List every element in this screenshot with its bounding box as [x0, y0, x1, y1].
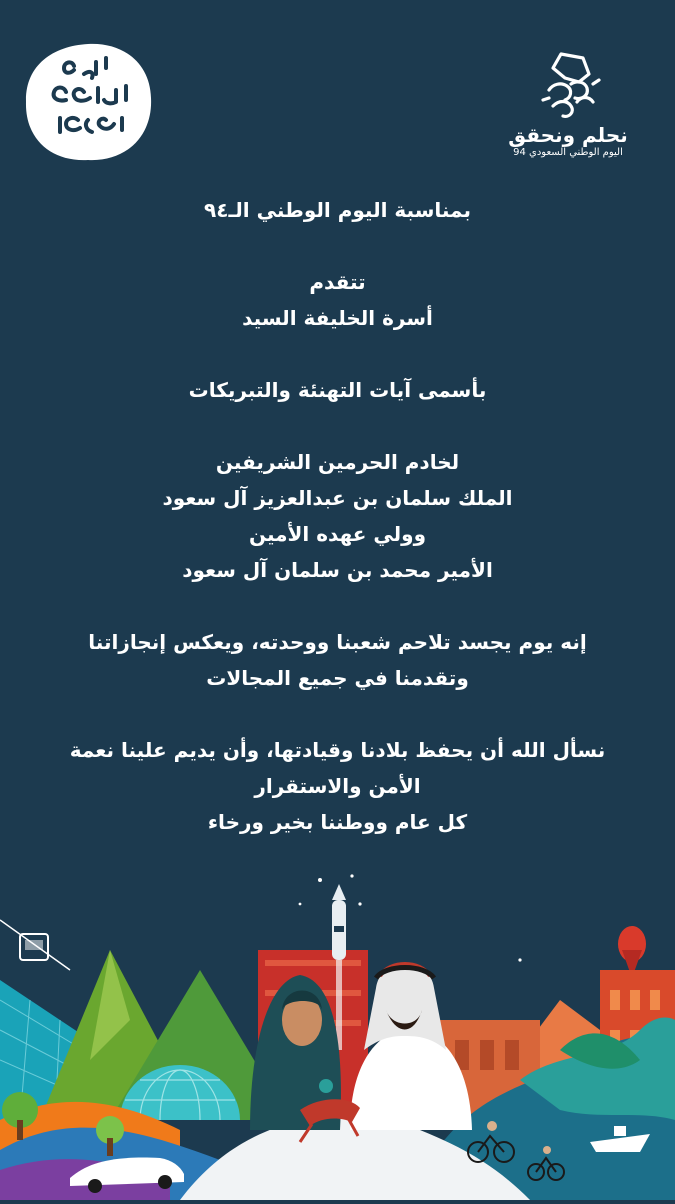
national-day-calligraphy-mark [523, 44, 613, 124]
closing-line: كل عام ووطننا بخير ورخاء [207, 810, 468, 834]
national-day-illustration [0, 860, 675, 1200]
prayer-line-2: الأمن والاستقرار [254, 774, 421, 798]
national-day-subtitle: اليوم الوطني السعودي 94 [513, 147, 623, 158]
unity-line-1: إنه يوم يجسد تلاحم شعبنا ووحدته، ويعكس إنجازاتنا [88, 630, 587, 654]
landmarks-scene-illustration [0, 860, 675, 1200]
crown-prince-name-line: الأمير محمد بن سلمان آل سعود [182, 558, 493, 582]
crown-prince-title-line: وولي عهده الأمين [248, 522, 427, 546]
family-name-line: أسرة الخليفة السيد [242, 306, 433, 330]
presents-line: تتقدم [309, 270, 366, 294]
cable-car-icon [0, 920, 70, 970]
greeting-message [0, 192, 675, 840]
occasion-line: بمناسبة اليوم الوطني الـ٩٤ [204, 198, 471, 222]
prayer-line-1: نسأل الله أن يحفظ بلادنا وقيادتها، وأن يديم علينا نعمة [69, 738, 606, 762]
national-day-slogan: نحلم ونحقق [508, 123, 628, 147]
unity-line-2: وتقدمنا في جميع المجالات [206, 666, 469, 690]
king-title-line: لخادم الحرمين الشريفين [215, 450, 460, 474]
greeting-line: بأسمى آيات التهنئة والتبريكات [188, 378, 487, 402]
national-day-logo [488, 38, 648, 168]
family-logo [22, 40, 154, 164]
king-name-line: الملك سلمان بن عبدالعزيز آل سعود [162, 486, 513, 510]
family-logo-badge [22, 40, 154, 164]
